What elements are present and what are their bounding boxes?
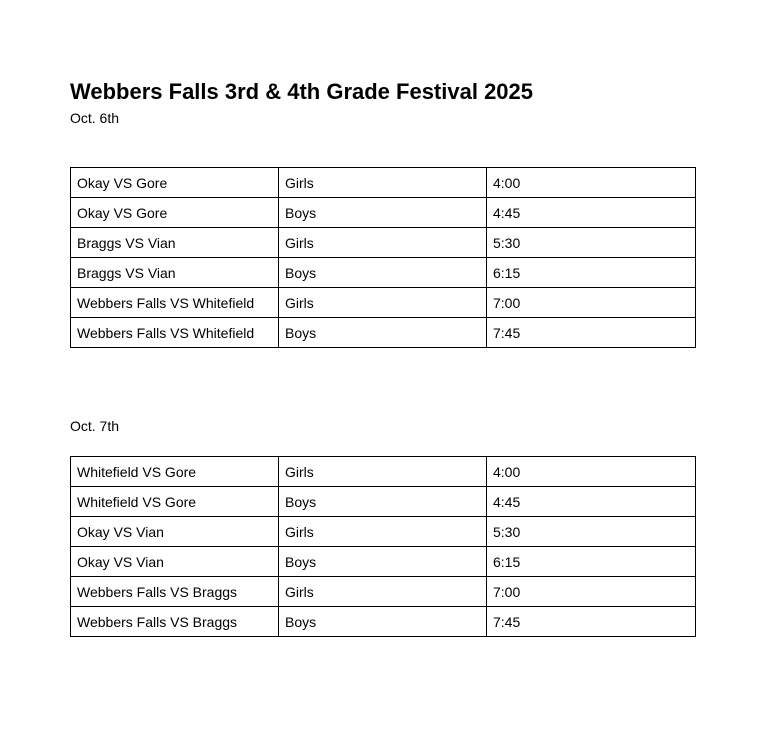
time-cell: 4:00 [487,457,696,487]
date-heading-oct-6: Oct. 6th [70,110,120,126]
table-row [71,487,696,517]
date-heading-oct-7: Oct. 7th [70,418,120,434]
schedule-table-oct-7 [70,456,696,637]
table-row [71,457,696,487]
time-cell: 7:00 [487,288,696,318]
time-cell: 5:30 [487,517,696,547]
matchup-cell: Webbers Falls VS Whitefield [71,318,279,348]
document-title: Webbers Falls 3rd & 4th Grade Festival 2025 [70,79,534,104]
time-cell: 4:00 [487,168,696,198]
matchup-cell: Whitefield VS Gore [71,457,279,487]
time-cell: 7:45 [487,607,696,637]
division-cell: Boys [279,487,487,517]
matchup-cell: Okay VS Vian [71,547,279,577]
table-row [71,547,696,577]
table-row [71,577,696,607]
table-row [71,607,696,637]
table-row [71,258,696,288]
table-row [71,517,696,547]
division-cell: Girls [279,577,487,607]
time-cell: 7:00 [487,577,696,607]
time-cell: 5:30 [487,228,696,258]
division-cell: Boys [279,198,487,228]
division-cell: Girls [279,228,487,258]
division-cell: Boys [279,547,487,577]
time-cell: 4:45 [487,487,696,517]
division-cell: Girls [279,457,487,487]
division-cell: Girls [279,517,487,547]
table-row [71,228,696,258]
schedule-table-oct-6 [70,167,696,348]
division-cell: Boys [279,258,487,288]
matchup-cell: Braggs VS Vian [71,228,279,258]
division-cell: Boys [279,607,487,637]
time-cell: 6:15 [487,547,696,577]
matchup-cell: Braggs VS Vian [71,258,279,288]
matchup-cell: Okay VS Vian [71,517,279,547]
table-row [71,198,696,228]
table-row [71,318,696,348]
table-row [71,288,696,318]
matchup-cell: Okay VS Gore [71,168,279,198]
time-cell: 7:45 [487,318,696,348]
time-cell: 6:15 [487,258,696,288]
matchup-cell: Webbers Falls VS Whitefield [71,288,279,318]
matchup-cell: Webbers Falls VS Braggs [71,607,279,637]
table-row [71,168,696,198]
time-cell: 4:45 [487,198,696,228]
division-cell: Girls [279,168,487,198]
matchup-cell: Whitefield VS Gore [71,487,279,517]
matchup-cell: Okay VS Gore [71,198,279,228]
matchup-cell: Webbers Falls VS Braggs [71,577,279,607]
division-cell: Boys [279,318,487,348]
division-cell: Girls [279,288,487,318]
